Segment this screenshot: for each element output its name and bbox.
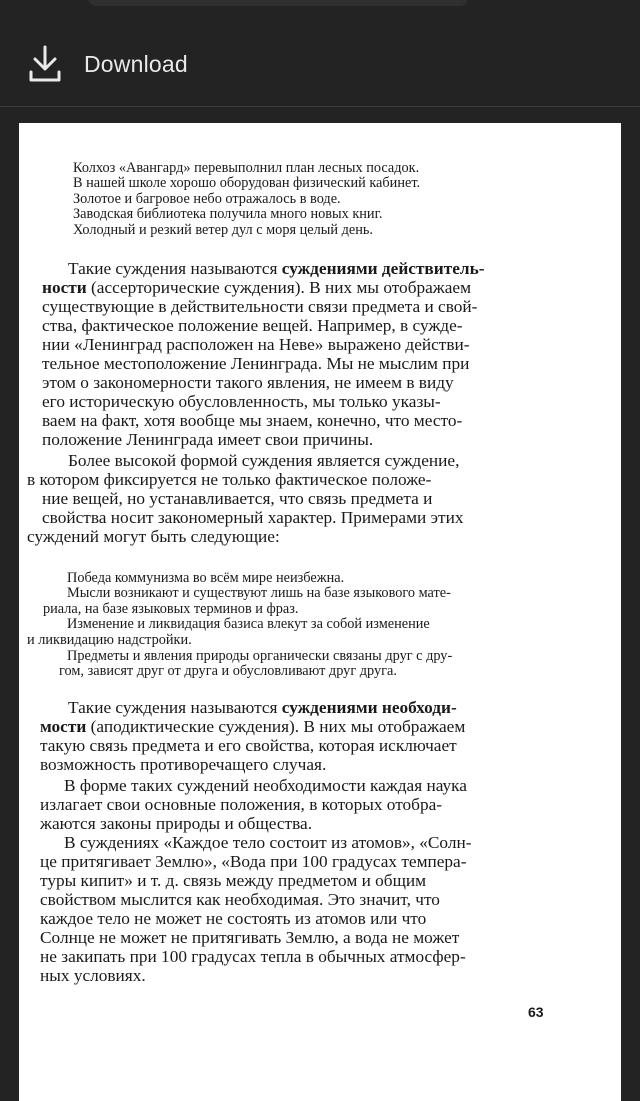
- text-line: такую связь предмета и его свойства, которая исключает: [40, 736, 457, 755]
- text-line: ства, фактическое положение вещей. Например, в сужде-: [42, 316, 463, 335]
- example-line: В нашей школе хорошо оборудован физический кабинет.: [73, 175, 421, 191]
- text-line: его историческую обусловленность, мы только указы-: [42, 392, 441, 411]
- example-line: Заводская библиотека получила много новых книг.: [73, 206, 383, 222]
- text-line: возможность противоречащего случая.: [40, 755, 327, 774]
- text-line: це притягивает Землю», «Вода при 100 градусах темпера-: [40, 852, 467, 871]
- example-line: Изменение и ликвидация базиса влекут за собой изменение: [67, 616, 430, 632]
- text-line: мости (аподиктические суждения). В них мы отображаем: [40, 717, 466, 736]
- example-line: Колхоз «Авангард» перевыполнил план лесных посадок.: [73, 160, 420, 176]
- text-line: не закипать при 100 градусах тепла в обычных атмосфер-: [40, 947, 466, 966]
- text-line: излагает свои основные положения, в которых отобра-: [40, 795, 443, 814]
- text-line: В форме таких суждений необходимости каждая наука: [64, 776, 467, 795]
- download-icon: [26, 44, 64, 84]
- text-line: Солнце не может не притягивать Землю, а вода не может: [40, 928, 460, 947]
- text-line: Такие суждения называются суждениями действитель-: [68, 259, 485, 278]
- text-line: этом о закономерности такого явления, не имеем в виду: [42, 373, 454, 392]
- text-line: существующие в действительности связи предмета и свой-: [42, 297, 478, 316]
- text-line: Более высокой формой суждения является суждение,: [68, 451, 460, 470]
- text-line: тельное местоположение Ленинграда. Мы не мыслим при: [42, 354, 470, 373]
- example-line: Мысли возникают и существуют лишь на базе языкового мате-: [67, 585, 451, 601]
- top-bar: [0, 0, 640, 107]
- download-label: Download: [84, 50, 188, 77]
- text-line: свойства носит закономерный характер. Примерами этих: [42, 508, 464, 527]
- example-line: риала, на базе языковых терминов и фраз.: [43, 601, 299, 617]
- page-number: 63: [528, 1004, 544, 1020]
- text-line: в котором фиксируется не только фактическое положе-: [27, 470, 432, 489]
- example-line: гом, зависят друг от друга и обусловливают друг друга.: [59, 663, 397, 679]
- text-line: ности (ассерторические суждения). В них мы отображаем: [42, 278, 472, 297]
- text-line: ваем на факт, хотя вообще мы знаем, конечно, что место-: [42, 411, 463, 430]
- text-line: Такие суждения называются суждениями необходи-: [68, 698, 457, 717]
- text-line: каждое тело не может не состоять из атомов или что: [40, 909, 427, 928]
- text-line: В суждениях «Каждое тело состоит из атомов», «Солн-: [64, 833, 472, 852]
- text-line: свойством мыслится как необходимая. Это значит, что: [40, 890, 440, 909]
- example-line: Предметы и явления природы органически связаны друг с дру-: [67, 648, 453, 664]
- text-line: туры кипит» и т. д. связь между предметом и общим: [40, 871, 427, 890]
- download-button[interactable]: [26, 44, 188, 84]
- address-bar: [88, 0, 468, 6]
- text-line: суждений могут быть следующие:: [27, 527, 280, 546]
- example-line: Холодный и резкий ветер дул с моря целый день.: [73, 222, 373, 238]
- text-line: положение Ленинграда имеет свои причины.: [42, 430, 374, 449]
- text-line: нии «Ленинград расположен на Неве» выражено действи-: [42, 335, 470, 354]
- book-page: [19, 123, 621, 1101]
- text-line: ных условиях.: [40, 966, 146, 985]
- text-line: жаются законы природы и общества.: [40, 814, 313, 833]
- example-line: Золотое и багровое небо отражалось в воде.: [73, 191, 341, 207]
- text-line: ние вещей, но устанавливается, что связь предмета и: [42, 489, 433, 508]
- example-line: и ликвидацию надстройки.: [27, 632, 192, 648]
- example-line: Победа коммунизма во всём мире неизбежна.: [67, 570, 345, 586]
